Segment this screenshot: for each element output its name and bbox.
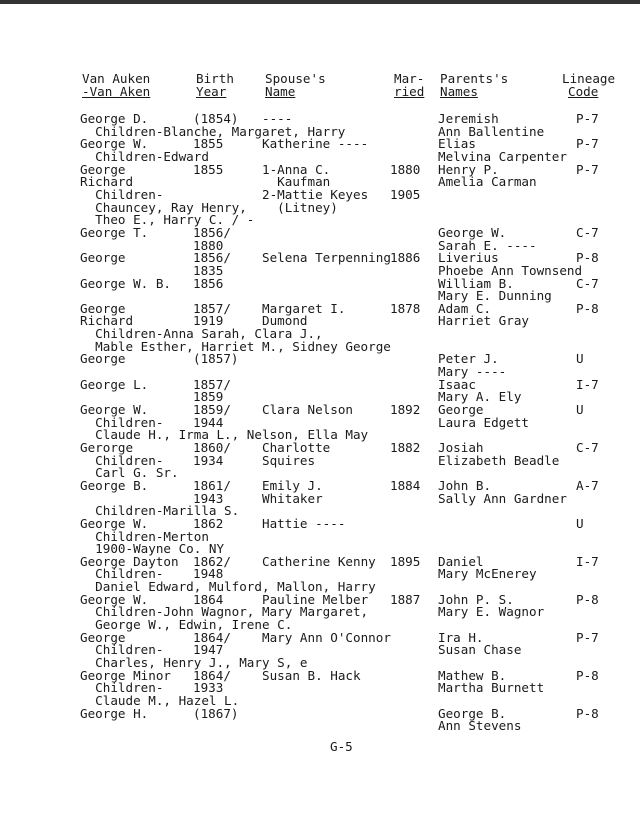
cell-parents-names: Mary A. Ely — [438, 389, 522, 405]
cell-married-year: 1887 — [390, 591, 421, 607]
cell-spouse-name: 2-Mattie Keyes — [262, 186, 369, 202]
cell-name: Children-Edward — [80, 148, 209, 164]
cell-spouse-name: Susan B. Hack — [262, 667, 361, 683]
cell-lineage-code: U — [576, 401, 584, 417]
cell-name: Children- — [80, 642, 164, 658]
cell-birth-year: 1855 — [193, 161, 224, 177]
header-birth-top: Birth — [196, 71, 234, 86]
cell-parents-names: Isaac — [438, 376, 476, 392]
cell-birth-year: 1857/ — [193, 300, 231, 316]
cell-birth-year: 1856 — [193, 275, 224, 291]
cell-birth-year: 1859/ — [193, 401, 231, 417]
cell-parents-names: Sarah E. ---- — [438, 237, 537, 253]
header-spouse-top: Spouse's — [265, 71, 326, 86]
cell-birth-year: (1854) — [193, 111, 239, 126]
cell-birth-year: (1857) — [193, 351, 239, 367]
cell-name: Daniel Edward, Mulford, Mallon, Harry — [80, 579, 376, 594]
cell-parents-names: Josiah — [438, 439, 484, 455]
cell-parents-names: Ann Ballentine — [438, 123, 545, 139]
cell-parents-names: Elizabeth Beadle — [438, 452, 560, 468]
cell-name: Children-Merton — [80, 528, 209, 544]
cell-name: George — [80, 250, 126, 266]
cell-lineage-code: P-8 — [576, 300, 599, 316]
page-top-rule — [0, 0, 640, 4]
cell-parents-names: George W. — [438, 224, 507, 240]
cell-spouse-name: Clara Nelson — [262, 401, 353, 417]
cell-parents-names: Daniel — [438, 553, 484, 569]
cell-parents-names: Melvina Carpenter — [438, 148, 567, 164]
cell-name: Children- — [80, 414, 164, 430]
cell-lineage-code: P-8 — [576, 667, 599, 683]
cell-birth-year: 1947 — [193, 642, 224, 658]
page-number: G-5 — [330, 739, 353, 754]
cell-name: George D. — [80, 111, 149, 126]
cell-name: George — [80, 629, 126, 645]
cell-birth-year: 1855 — [193, 136, 224, 152]
cell-spouse-name: Margaret I. — [262, 300, 346, 316]
cell-birth-year: 1857/ — [193, 376, 231, 392]
cell-birth-year: 1835 — [193, 262, 224, 278]
cell-name: Children-John Wagnor, Mary Margaret, — [80, 604, 369, 620]
cell-birth-year: 1864 — [193, 591, 224, 607]
cell-spouse-name: Catherine Kenny — [262, 553, 376, 569]
cell-name: Children- — [80, 680, 164, 696]
cell-name: George — [80, 300, 126, 316]
cell-married-year: 1878 — [390, 300, 421, 316]
cell-name: Children- — [80, 452, 164, 468]
cell-name: Richard — [80, 313, 134, 329]
cell-name: George Dayton — [80, 553, 179, 569]
cell-birth-year: 1862/ — [193, 553, 231, 569]
cell-parents-names: Laura Edgett — [438, 414, 529, 430]
cell-name: Children-Blanche, Margaret, Harry — [80, 123, 346, 139]
cell-birth-year: 1856/ — [193, 224, 231, 240]
cell-lineage-code: C-7 — [576, 439, 599, 455]
cell-parents-names: Harriet Gray — [438, 313, 529, 329]
cell-spouse-name: Selena Terpenning — [262, 250, 391, 266]
cell-lineage-code: I-7 — [576, 376, 599, 392]
cell-name: George H. — [80, 705, 149, 721]
cell-name: Children- — [80, 566, 164, 582]
cell-parents-names: Peter J. — [438, 351, 499, 367]
cell-name: George W. — [80, 401, 149, 417]
cell-name: George L. — [80, 376, 149, 392]
cell-birth-year: 1856/ — [193, 250, 231, 266]
cell-parents-names: George B. — [438, 705, 507, 721]
cell-lineage-code: U — [576, 515, 584, 531]
header-surname-top: Van Auken — [82, 71, 151, 86]
cell-name: Children- — [80, 186, 164, 202]
cell-parents-names: Susan Chase — [438, 642, 522, 658]
cell-name: Carl G. Sr. — [80, 465, 179, 481]
cell-birth-year: 1933 — [193, 680, 224, 696]
cell-lineage-code: P-8 — [576, 250, 599, 266]
cell-name: George W. B. — [80, 275, 171, 291]
cell-name: Children-Anna Sarah, Clara J., — [80, 326, 323, 342]
cell-name: George Minor — [80, 667, 171, 683]
cell-married-year: 1886 — [390, 250, 421, 266]
cell-lineage-code: I-7 — [576, 553, 599, 569]
cell-name: Chauncey, Ray Henry, — [80, 199, 247, 215]
cell-parents-names: Ann Stevens — [438, 718, 522, 734]
cell-parents-names: Amelia Carman — [438, 174, 537, 190]
cell-spouse-name: Charlotte — [262, 439, 331, 455]
cell-name: George B. — [80, 477, 149, 493]
cell-birth-year: 1944 — [193, 414, 224, 430]
cell-parents-names: William B. — [438, 275, 514, 291]
cell-birth-year: 1934 — [193, 452, 224, 468]
cell-birth-year: 1862 — [193, 515, 224, 531]
cell-lineage-code: A-7 — [576, 477, 599, 493]
cell-lineage-code: U — [576, 351, 584, 367]
cell-parents-names: John B. — [438, 477, 492, 493]
cell-parents-names: Elias — [438, 136, 476, 152]
cell-spouse-name: ---- — [262, 111, 293, 126]
cell-parents-names: Henry P. — [438, 161, 499, 177]
cell-married-year: 1880 — [390, 161, 421, 177]
cell-lineage-code: P-7 — [576, 136, 599, 152]
cell-spouse-name: Hattie ---- — [262, 515, 346, 531]
cell-birth-year: 1860/ — [193, 439, 231, 455]
cell-name: Mable Esther, Harriet M., Sidney George — [80, 338, 391, 354]
cell-name: George — [80, 351, 126, 367]
cell-married-year: 1905 — [390, 186, 421, 202]
cell-married-year: 1882 — [390, 439, 421, 455]
cell-name: Charles, Henry J., Mary S, e — [80, 655, 308, 670]
cell-spouse-name: Squires — [262, 452, 316, 468]
header-birth-bottom: Year — [196, 84, 227, 99]
cell-name: George W. — [80, 515, 149, 531]
cell-lineage-code: P-7 — [576, 161, 599, 177]
cell-parents-names: Phoebe Ann Townsend — [438, 262, 583, 278]
cell-parents-names: Mary E. Wagnor — [438, 604, 545, 620]
cell-name: 1900-Wayne Co. NY — [80, 541, 225, 557]
cell-name: George — [80, 161, 126, 177]
cell-spouse-name: Pauline Melber — [262, 591, 369, 607]
cell-parents-names: Liverius — [438, 250, 499, 266]
cell-parents-names: Mary ---- — [438, 364, 507, 379]
cell-married-year: 1895 — [390, 553, 421, 569]
cell-lineage-code: P-7 — [576, 629, 599, 645]
cell-birth-year: (1867) — [193, 705, 239, 721]
cell-birth-year: 1919 — [193, 313, 224, 329]
cell-lineage-code: P-8 — [576, 591, 599, 607]
cell-birth-year: 1880 — [193, 237, 224, 253]
cell-parents-names: Mary E. Dunning — [438, 288, 552, 304]
cell-name: Theo E., Harry C. / - — [80, 212, 255, 228]
cell-name: Gerorge — [80, 439, 134, 455]
cell-name: Claude M., Hazel L. — [80, 692, 240, 708]
cell-spouse-name: Katherine ---- — [262, 136, 369, 152]
cell-birth-year: 1861/ — [193, 477, 231, 493]
cell-name: Children-Marilla S. — [80, 503, 240, 519]
cell-birth-year: 1864/ — [193, 629, 231, 645]
cell-married-year: 1884 — [390, 477, 421, 493]
cell-birth-year: 1943 — [193, 490, 224, 506]
cell-parents-names: Ira H. — [438, 629, 484, 645]
cell-spouse-name: (Litney) — [262, 199, 338, 215]
cell-birth-year: 1864/ — [193, 667, 231, 683]
cell-lineage-code: P-8 — [576, 705, 599, 721]
header-married-bottom: ried — [394, 84, 425, 99]
cell-birth-year: 1859 — [193, 389, 224, 405]
cell-spouse-name: Whitaker — [262, 490, 323, 506]
cell-parents-names: Sally Ann Gardner — [438, 490, 567, 506]
cell-parents-names: Mathew B. — [438, 667, 507, 683]
cell-spouse-name: 1-Anna C. — [262, 161, 331, 177]
cell-spouse-name: Emily J. — [262, 477, 323, 493]
cell-name: George W., Edwin, Irene C. — [80, 617, 293, 632]
cell-lineage-code: P-7 — [576, 111, 599, 126]
cell-name: Claude H., Irma L., Nelson, Ella May — [80, 427, 369, 443]
header-married-top: Mar- — [394, 71, 425, 86]
cell-name: George T. — [80, 224, 149, 240]
header-lineage-top: Lineage — [562, 71, 616, 86]
cell-parents-names: John P. S. — [438, 591, 514, 607]
cell-parents-names: Mary McEnerey — [438, 566, 537, 582]
cell-name: George W. — [80, 591, 149, 607]
cell-name: George W. — [80, 136, 149, 152]
cell-lineage-code: C-7 — [576, 224, 599, 240]
header-spouse-bottom: Name — [265, 84, 296, 99]
cell-lineage-code: C-7 — [576, 275, 599, 291]
header-surname-bottom: -Van Aken — [82, 84, 151, 99]
cell-parents-names: Jeremish — [438, 111, 499, 126]
cell-parents-names: Adam C. — [438, 300, 492, 316]
header-parents-top: Parents's — [440, 71, 509, 86]
cell-spouse-name: Kaufman — [262, 174, 331, 190]
header-parents-bottom: Names — [440, 84, 478, 99]
cell-birth-year: 1948 — [193, 566, 224, 582]
cell-spouse-name: Dumond — [262, 313, 308, 329]
header-lineage-bottom: Code — [568, 84, 599, 99]
cell-parents-names: George — [438, 401, 484, 417]
cell-married-year: 1892 — [390, 401, 421, 417]
cell-name: Richard — [80, 174, 134, 190]
cell-spouse-name: Mary Ann O'Connor — [262, 629, 391, 645]
cell-parents-names: Martha Burnett — [438, 680, 545, 696]
